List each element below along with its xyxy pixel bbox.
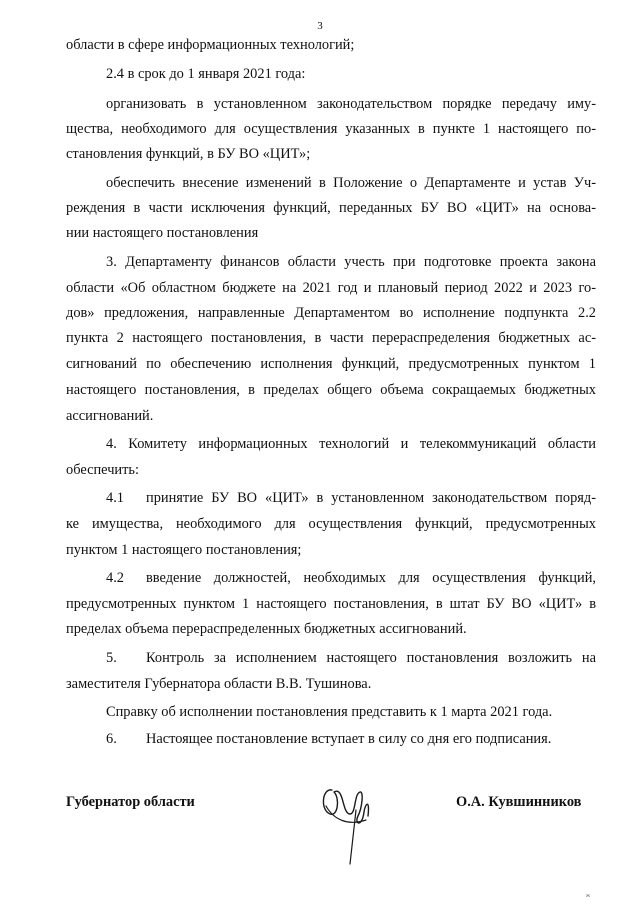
page-number: 3: [317, 20, 323, 32]
text-line: организовать в установленном законодательством порядке передачу иму-: [106, 96, 596, 112]
text-line: предусмотренных пунктом 1 настоящего постановления, в штат БУ ВО «ЦИТ» в: [66, 596, 596, 612]
item-number: 6.: [106, 731, 117, 747]
text-line: 2.4 в срок до 1 января 2021 года:: [106, 66, 306, 82]
text-line: заместителя Губернатора области В.В. Тушинова.: [66, 676, 372, 692]
text-line: Контроль за исполнением настоящего постановления возложить на: [146, 650, 596, 666]
item-number: 4.1: [106, 490, 124, 506]
text-line: ассигнований.: [66, 408, 154, 424]
signatory-title: Губернатор области: [66, 794, 195, 810]
text-line: сигнований по обеспечению исполнения функций, предусмотренных пунктом 1: [66, 356, 596, 372]
item-number: 4.2: [106, 570, 124, 586]
text-line: пределах объема перераспределенных бюджетных ассигнований.: [66, 621, 467, 637]
text-line: пунктом 1 настоящего постановления;: [66, 542, 302, 558]
text-line: нии настоящего постановления: [66, 225, 259, 241]
item-number: 5.: [106, 650, 117, 666]
text-line: введение должностей, необходимых для осуществления функций,: [146, 570, 596, 586]
signatory-name: О.А. Кувшинников: [456, 794, 582, 810]
handwritten-signature: [318, 768, 378, 868]
text-line: обеспечить:: [66, 462, 139, 478]
text-line: становления функций, в БУ ВО «ЦИТ»;: [66, 146, 311, 162]
text-line: настоящего постановления, в пределах общего объема сокращаемых бюджетных: [66, 382, 596, 398]
text-line: обеспечить внесение изменений в Положение о Департаменте и устав Уч-: [106, 175, 596, 191]
text-line: пункта 2 настоящего постановления, в части перераспределения бюджетных ас-: [66, 330, 596, 346]
text-line: 4. Комитету информационных технологий и телекоммуникаций области: [106, 436, 596, 452]
text-line: Справку об исполнении постановления представить к 1 марта 2021 года.: [106, 704, 553, 720]
text-line: области в сфере информационных технологий;: [66, 37, 355, 53]
text-line: реждения в части исключения функций, переданных БУ ВО «ЦИТ» на основа-: [66, 200, 596, 216]
text-line: 3. Департаменту финансов области учесть при подготовке проекта закона: [106, 254, 596, 270]
text-line: дов» предложения, направленные Департаментом во исполнение подпункта 2.2: [66, 305, 596, 321]
text-line: щества, необходимого для осуществления указанных в пункте 1 настоящего по-: [66, 121, 596, 137]
text-line: Настоящее постановление вступает в силу со дня его подписания.: [146, 731, 552, 747]
text-line: принятие БУ ВО «ЦИТ» в установленном законодательством поряд-: [146, 490, 596, 506]
corner-mark: ж: [585, 893, 590, 899]
text-line: ке имущества, необходимого для осуществления функций, предусмотренных: [66, 516, 596, 532]
text-line: области «Об областном бюджете на 2021 год и плановый период 2022 и 2023 го-: [66, 280, 596, 296]
